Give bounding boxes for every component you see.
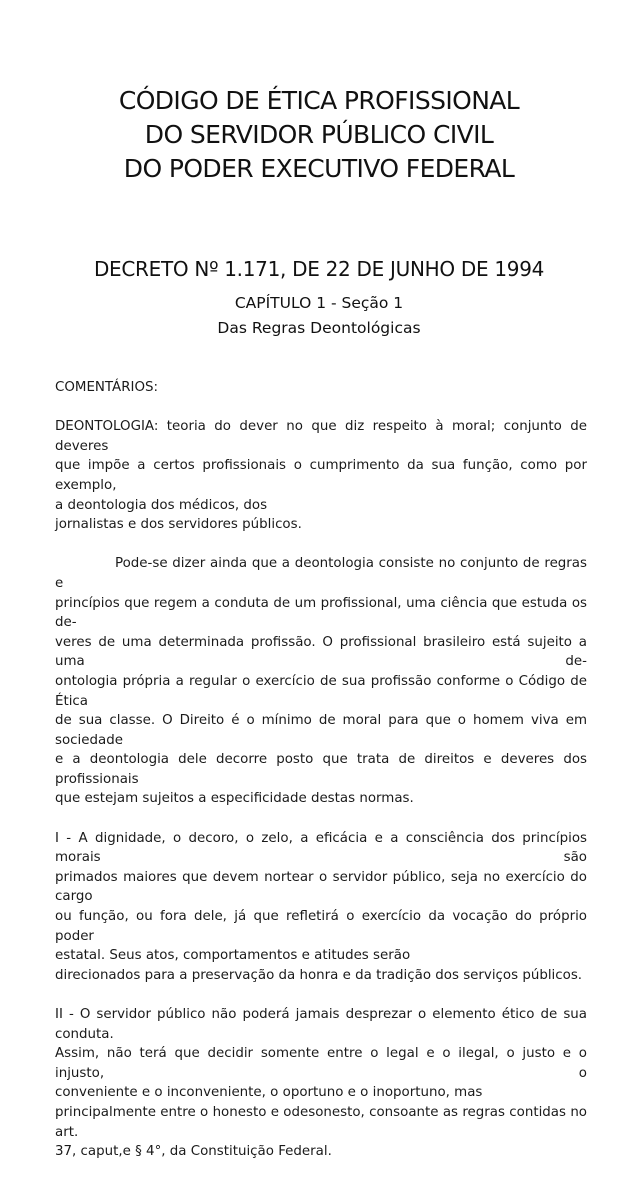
decree-heading: DECRETO Nº 1.171, DE 22 DE JUNHO DE 1994: [93, 257, 545, 281]
title-line-3: DO PODER EXECUTIVO FEDERAL: [123, 154, 515, 183]
text-line: conveniente e o inconveniente, o oportuno e o inoportuno, mas: [55, 1085, 483, 1101]
text-line: II - O servidor público não poderá jamais desprezar o elemento ético de sua conduta.: [55, 1007, 587, 1042]
paragraph-deontologia-2: [55, 554, 587, 809]
paragraph-item-i: [55, 829, 587, 986]
paragraph-item-ii: [55, 1005, 587, 1162]
text-line: que impõe a certos profissionais o cumprimento da sua função, como por exemplo,: [55, 458, 587, 493]
text-line: de sua classe. O Direito é o mínimo de moral para que o homem viva em sociedade: [55, 713, 587, 748]
text-line: Pode-se dizer ainda que a deontologia consiste no conjunto de regras e: [55, 556, 587, 591]
paragraph-deontologia: [55, 417, 587, 535]
text-line: que estejam sujeitos a especificidade destas normas.: [55, 791, 414, 807]
text-line: Assim, não terá que decidir somente entre o legal e o ilegal, o justo e o injusto, o: [55, 1046, 587, 1081]
document-title: [0, 84, 638, 186]
text-line: principalmente entre o honesto e odesonesto, consoante as regras contidas no art.: [55, 1104, 587, 1140]
text-line: DEONTOLOGIA: teoria do dever no que diz respeito à moral; conjunto de deveres: [55, 419, 587, 454]
body-text: [55, 378, 587, 1181]
chapter-line-2: Das Regras Deontológicas: [217, 319, 421, 337]
text-line: primados maiores que devem nortear o servidor público, seja no exercício do cargo: [55, 869, 587, 905]
title-line-2: DO SERVIDOR PÚBLICO CIVIL: [144, 120, 494, 149]
text-line: e a deontologia dele decorre posto que trata de direitos e deveres dos profissionais: [55, 752, 587, 787]
text-line: a deontologia dos médicos, dos: [55, 497, 268, 513]
text-line: ou função, ou fora dele, já que refletirá o exercício da vocação do próprio poder: [55, 909, 587, 944]
comments-heading: COMENTÁRIOS:: [55, 380, 159, 395]
text-line: 37, caput,e § 4°, da Constituição Federal.: [55, 1144, 332, 1160]
text-line: direcionados para a preservação da honra e da tradição dos serviços públicos.: [55, 967, 583, 983]
title-line-1: CÓDIGO DE ÉTICA PROFISSIONAL: [118, 86, 520, 115]
text-line: princípios que regem a conduta de um profissional, uma ciência que estuda os de-: [55, 595, 587, 631]
text-line: jornalistas e dos servidores públicos.: [55, 517, 302, 533]
chapter-heading: [0, 291, 638, 341]
text-line: ontologia própria a regular o exercício de sua profissão conforme o Código de Ética: [55, 673, 587, 709]
text-line: estatal. Seus atos, comportamentos e atitudes serão: [55, 948, 411, 964]
text-line: veres de uma determinada profissão. O profissional brasileiro está sujeito a uma de-: [55, 634, 587, 670]
text-line: I - A dignidade, o decoro, o zelo, a eficácia e a consciência dos princípios morais são: [55, 830, 587, 866]
chapter-line-1: CAPÍTULO 1 - Seção 1: [234, 294, 404, 312]
